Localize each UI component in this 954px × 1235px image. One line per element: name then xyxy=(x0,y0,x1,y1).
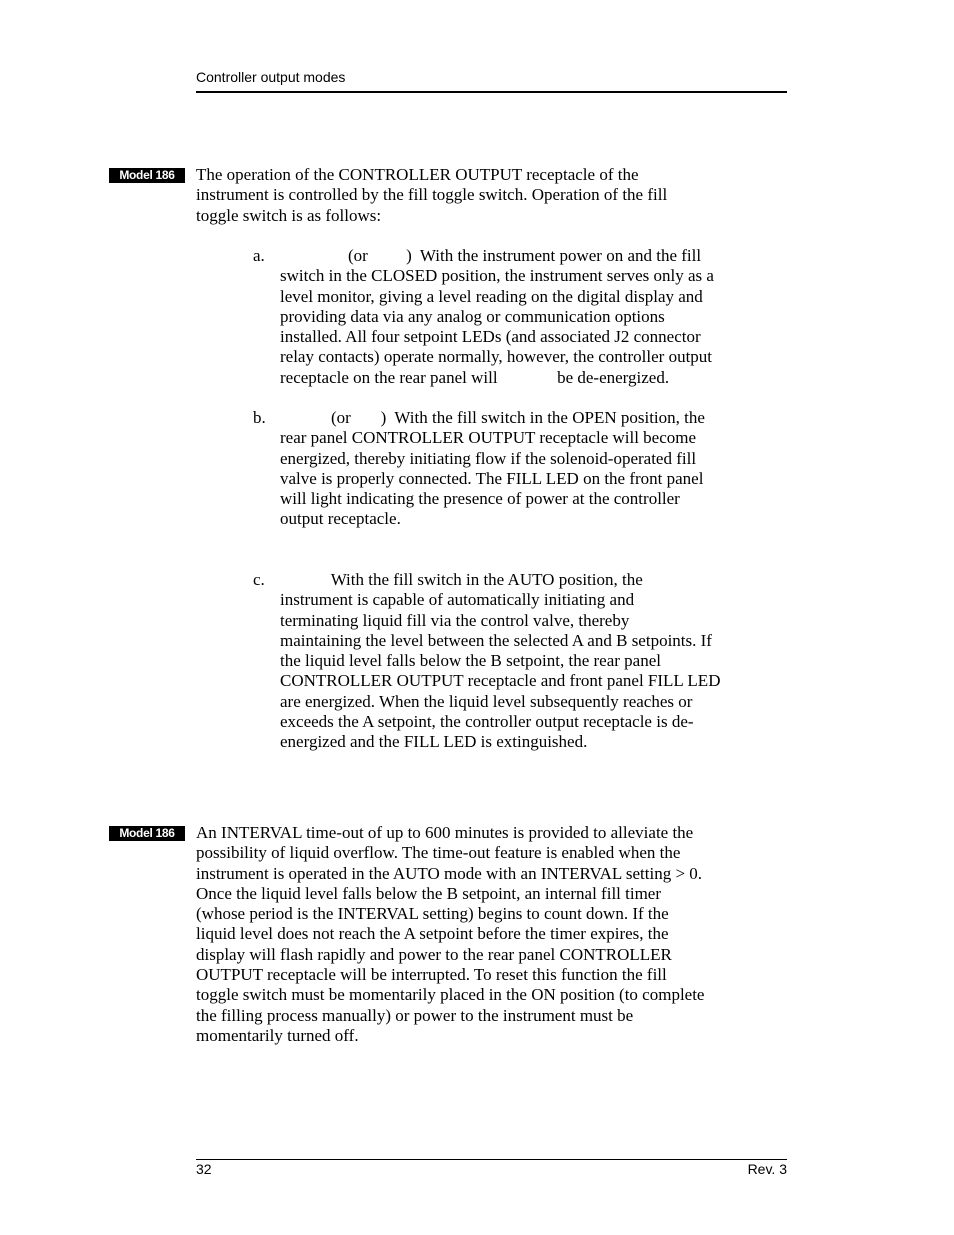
model-badge: Model 186 xyxy=(109,168,185,183)
model-badge: Model 186 xyxy=(109,826,185,841)
list-item-text: (or ) With the instrument power on and the fill switch in the CLOSED position, the instrument serves only as a level monitor, giving a level reading on the digital display and providing data via any analog or communication options installed. All four setpoint LEDs (and associated J2 connector relay contacts) operate normally, however, the controller output receptacle on the rear panel will be de-energized. xyxy=(280,246,714,387)
list-marker: b. xyxy=(253,408,266,427)
page-number: 32 xyxy=(196,1161,212,1177)
header-rule xyxy=(196,91,787,93)
list-marker: a. xyxy=(253,246,265,265)
interval-paragraph: An INTERVAL time-out of up to 600 minutes is provided to alleviate the possibility of liquid overflow. The time-out feature is enabled when the instrument is operated in the AUTO mode with an INTERVAL setting > 0. Once the liquid level falls below the B setpoint, an internal fill timer (whose period is the INTERVAL setting) begins to count down. If the liquid level does not reach the A setpoint before the timer expires, the display will flash rapidly and power to the rear panel CONTROLLER OUTPUT receptacle will be interrupted. To reset this function the fill toggle switch must be momentarily placed in the ON position (to complete the filling process manually) or power to the instrument must be momentarily turned off. xyxy=(196,823,705,1045)
revision-label: Rev. 3 xyxy=(747,1161,787,1177)
intro-paragraph: The operation of the CONTROLLER OUTPUT receptacle of the instrument is controlled by the fill toggle switch. Operation of the fill toggle switch is as follows: xyxy=(196,165,668,225)
list-item-text: With the fill switch in the AUTO position, the instrument is capable of automatically initiating and terminating liquid fill via the control valve, thereby maintaining the level between the selected A and B setpoints. If the liquid level falls below the B setpoint, the rear panel CONTROLLER OUTPUT receptacle and front panel FILL LED are energized. When the liquid level subsequently reaches or exceeds the A setpoint, the controller output receptacle is de- energized and the FILL LED is extinguished. xyxy=(280,570,721,752)
list-item-text: (or ) With the fill switch in the OPEN position, the rear panel CONTROLLER OUTPUT receptacle will become energized, thereby initiating flow if the solenoid-operated fill valve is properly connected. The FILL LED on the front panel will light indicating the presence of power at the controller output receptacle. xyxy=(280,408,705,529)
list-marker: c. xyxy=(253,570,265,589)
footer-rule xyxy=(196,1159,787,1160)
running-header: Controller output modes xyxy=(196,69,346,85)
